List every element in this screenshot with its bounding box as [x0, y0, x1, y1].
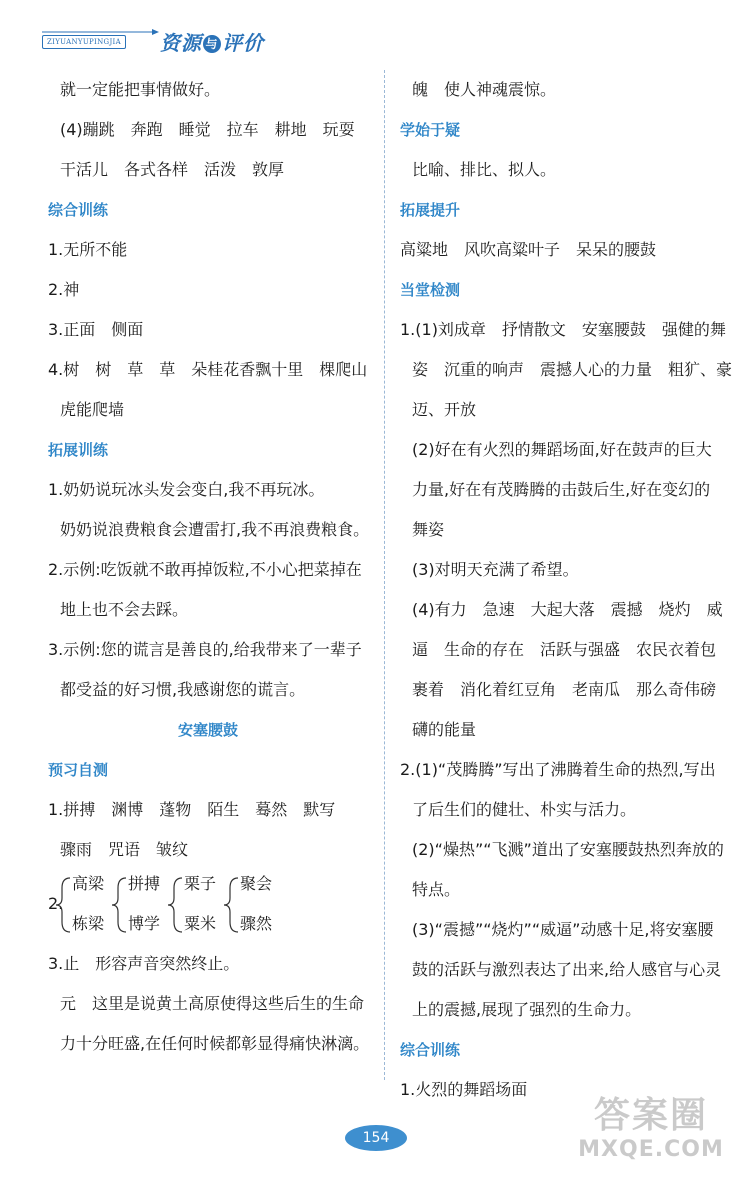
column-divider [384, 70, 385, 1080]
section-heading: 拓展训练 [48, 441, 109, 459]
text-line: 骤雨 咒语 皱纹 [60, 840, 189, 859]
text-line: 姿 沉重的响声 震撼人心的力量 粗犷、豪 [412, 360, 733, 379]
section-heading: 学始于疑 [400, 121, 461, 139]
text-line: (4)有力 急速 大起大落 震撼 烧灼 威 [412, 600, 723, 619]
brace-word: 拼搏 [128, 874, 161, 893]
text-line: 力十分旺盛,在任何时候都彰显得痛快淋漓。 [60, 1034, 370, 1053]
text-line: 了后生们的健壮、朴实与活力。 [412, 800, 637, 819]
question-number: 2. [48, 894, 64, 913]
text-line: 鼓的活跃与激烈表达了出来,给人感官与心灵 [412, 960, 722, 979]
text-line: 1.无所不能 [48, 240, 128, 259]
text-line: 1.火烈的舞蹈场面 [400, 1080, 528, 1099]
brace-word: 博学 [128, 914, 161, 933]
text-line: 逼 生命的存在 活跃与强盛 农民衣着包 [412, 640, 717, 659]
text-line: 特点。 [412, 880, 461, 899]
text-line: 2.示例:吃饭就不敢再掉饭粒,不小心把菜掉在 [48, 560, 362, 579]
text-line: 3.正面 侧面 [48, 320, 144, 339]
brace-word: 粟米 [184, 914, 217, 933]
text-line: 裹着 消化着红豆角 老南瓜 那么奇伟磅 [412, 680, 717, 699]
text-line: 2.(1)“茂腾腾”写出了沸腾着生命的热烈,写出 [400, 760, 716, 779]
text-line: 高粱地 风吹高粱叶子 呆呆的腰鼓 [400, 240, 657, 259]
text-line: 地上也不会去踩。 [60, 600, 189, 619]
section-heading: 预习自测 [48, 761, 109, 779]
text-line: 3.止 形容声音突然终止。 [48, 954, 240, 973]
watermark [566, 1095, 736, 1163]
text-line: 3.示例:您的谎言是善良的,给我带来了一辈子 [48, 640, 362, 659]
text-line: (2)“燥热”“飞溅”道出了安塞腰鼓热烈奔放的 [412, 840, 724, 859]
text-line: 虎能爬墙 [60, 400, 125, 419]
section-heading: 当堂检测 [400, 281, 461, 299]
text-line: 干活儿 各式各样 活泼 敦厚 [60, 160, 285, 179]
text-line: 4.树 树 草 草 朵桂花香飘十里 棵爬山 [48, 360, 368, 379]
text-line: 就一定能把事情做好。 [60, 80, 221, 99]
right-column [400, 70, 733, 1110]
page-number: 154 [345, 1125, 407, 1151]
header-title-part1: 资源 [160, 31, 202, 55]
brace-word: 聚会 [240, 874, 273, 893]
text-line: 力量,好在有茂腾腾的击鼓后生,好在变幻的 [412, 480, 711, 499]
text-line: (4)蹦跳 奔跑 睡觉 拉车 耕地 玩耍 [60, 120, 355, 139]
text-line: (2)好在有火烈的舞蹈场面,好在鼓声的巨大 [412, 440, 712, 459]
left-column [48, 70, 368, 1064]
text-line: 魄 使人神魂震惊。 [412, 80, 557, 99]
watermark-cn: 答案圈 [593, 1095, 708, 1136]
text-line: 1.(1)刘成章 抒情散文 安塞腰鼓 强健的舞 [400, 320, 726, 339]
text-line: 2.神 [48, 280, 80, 299]
header-roman: ZIYUANYUPINGJIA [42, 35, 126, 49]
text-line: 1.拼搏 渊博 蓬物 陌生 蓦然 默写 [48, 800, 336, 819]
section-heading: 拓展提升 [400, 201, 461, 219]
page-header [40, 26, 300, 56]
text-line: 礴的能量 [412, 720, 477, 739]
watermark-en: MXQE.COM [578, 1137, 724, 1162]
text-line: 比喻、排比、拟人。 [412, 160, 557, 179]
text-line: (3)“震撼”“烧灼”“威逼”动感十足,将安塞腰 [412, 920, 714, 939]
brace-word: 栋梁 [72, 914, 105, 933]
brace-word-groups [48, 874, 368, 936]
lesson-title: 安塞腰鼓 [177, 721, 238, 739]
brace-word: 骤然 [240, 914, 273, 933]
text-line: 奶奶说浪费粮食会遭雷打,我不再浪费粮食。 [60, 520, 370, 539]
header-title-join: 与 [203, 35, 221, 53]
brace-word: 高梁 [72, 874, 105, 893]
brace-word: 栗子 [184, 874, 217, 893]
text-line: 迈、开放 [412, 400, 477, 419]
text-line: 都受益的好习惯,我感谢您的谎言。 [60, 680, 306, 699]
header-title-part2: 评价 [222, 31, 264, 55]
section-heading: 综合训练 [48, 201, 109, 219]
text-line: 元 这里是说黄土高原使得这些后生的生命 [60, 994, 365, 1013]
text-line: (3)对明天充满了希望。 [412, 560, 579, 579]
text-line: 上的震撼,展现了强烈的生命力。 [412, 1000, 642, 1019]
text-line: 舞姿 [412, 520, 445, 539]
section-heading: 综合训练 [400, 1041, 461, 1059]
text-line: 1.奶奶说玩冰头发会变白,我不再玩冰。 [48, 480, 325, 499]
header-title [160, 27, 264, 56]
